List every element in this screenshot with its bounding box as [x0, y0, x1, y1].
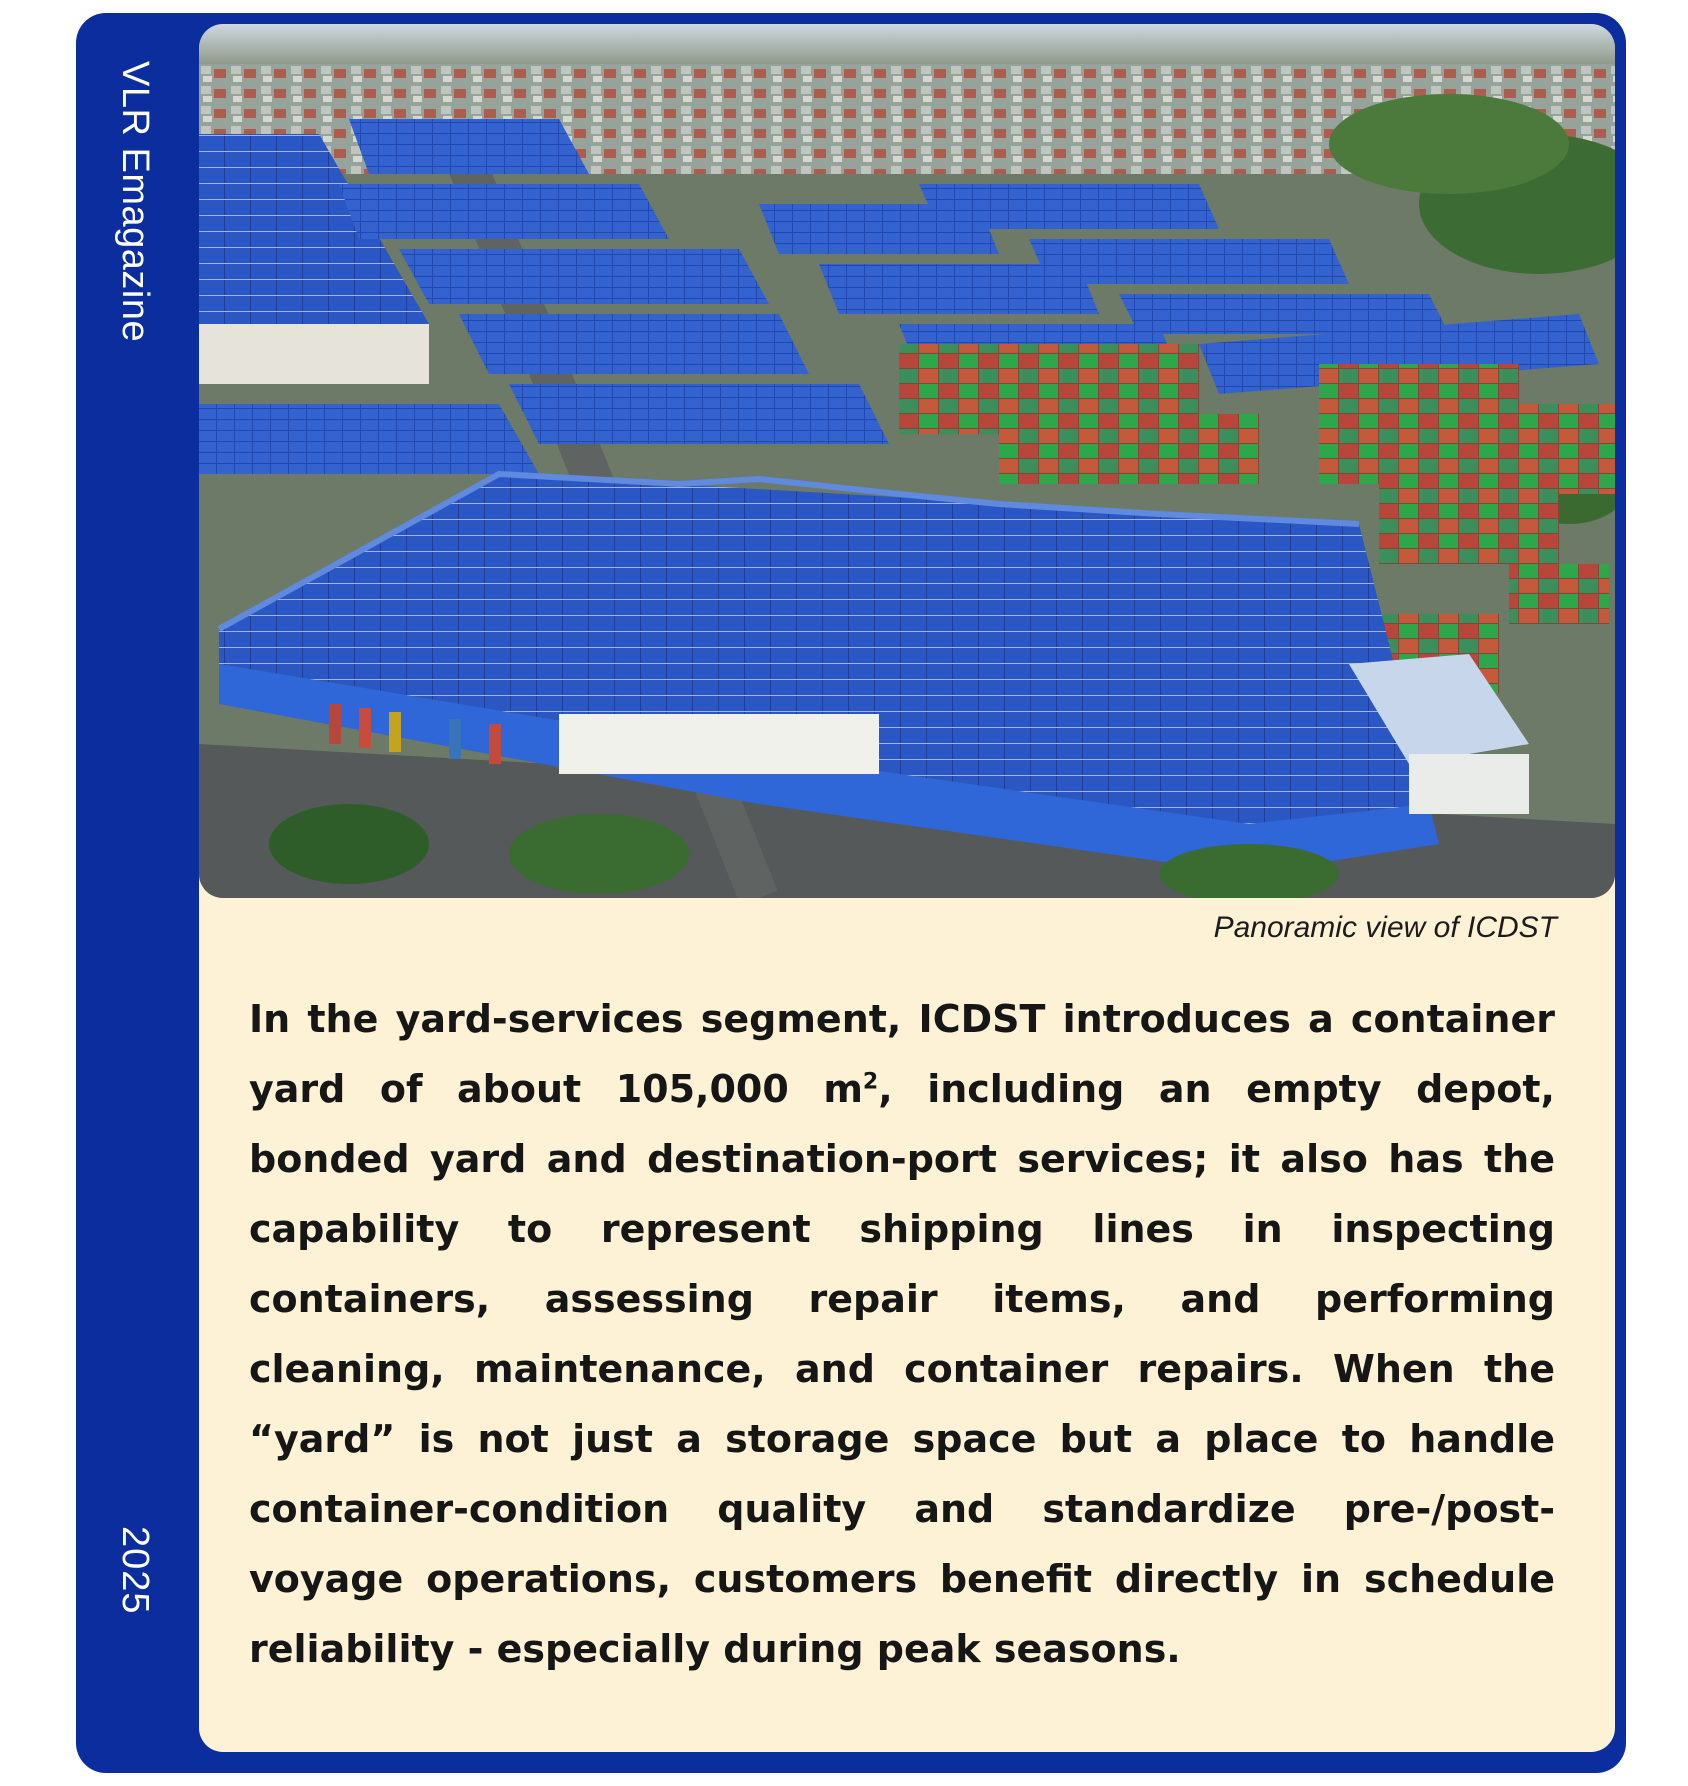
square-meter-superscript: 2	[862, 1069, 879, 1095]
photo-caption: Panoramic view of ICDST	[1213, 911, 1557, 944]
aerial-view-illustration	[199, 24, 1615, 898]
sidebar	[76, 13, 196, 1773]
article-paragraph	[249, 984, 1555, 1684]
magazine-title: VLR Emagazine	[114, 61, 156, 343]
article-text-part-2: , including an empty depot, bonded yard and destination-port services; it also has the capability to represent shipping lines in inspecting containers, assessing repair items, and performing cleaning, maintenance, and container repairs. When the “yard” is not just a storage space but a place to handle container-condition quality and standardize pre-/post-voyage operations, customers benefit directly in schedule reliability - especially during peak seasons.	[249, 1067, 1555, 1671]
content-card	[199, 24, 1615, 1752]
issue-year: 2025	[114, 1526, 156, 1615]
panoramic-photo	[199, 24, 1615, 898]
article-text-part-1: In the yard-services segment, ICDST introduces a container yard of about 105,000 m	[249, 997, 1555, 1111]
